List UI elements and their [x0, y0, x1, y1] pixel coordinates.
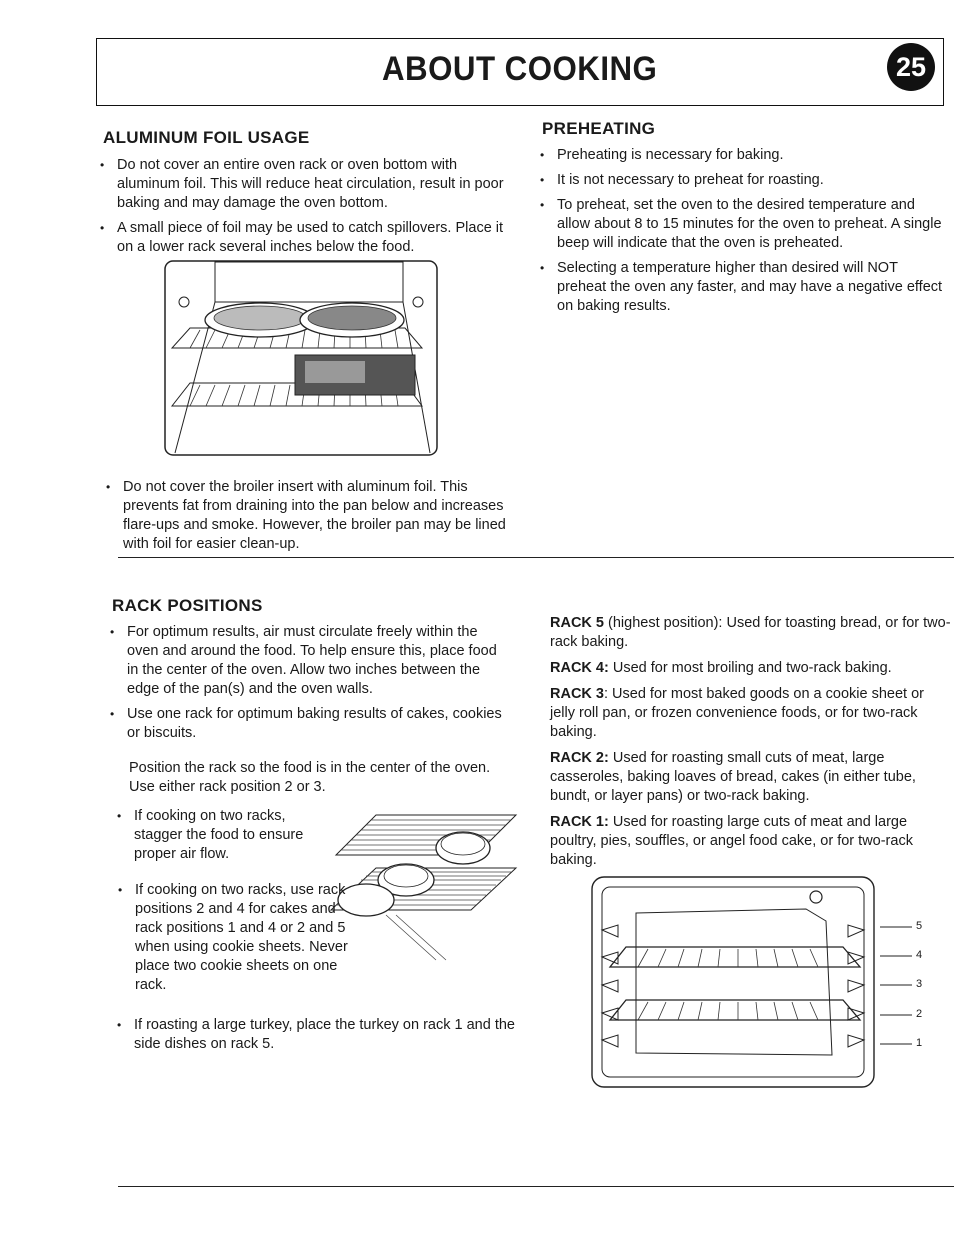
- preheating-item: • It is not necessary to preheat for roasting.: [538, 171, 950, 190]
- rack-positions-item: • For optimum results, air must circulate freely within the oven and around the food. To help ensure this, place food in the center of the oven. Allow two inches between the edge of the pan(s) and the oven walls.: [108, 623, 508, 699]
- bottom-divider: [118, 1186, 954, 1187]
- rack-number-label: 1: [916, 1037, 923, 1049]
- rack-positions-item: • Use one rack for optimum baking results of cakes, cookies or biscuits.: [108, 705, 508, 743]
- foil-list-after: [104, 478, 514, 560]
- rack-number-label: 2: [916, 1008, 923, 1020]
- preheating-item: • To preheat, set the oven to the desired temperature and allow about 8 to 15 minutes for the oven to preheat. A single beep will indicate that the oven is preheated.: [538, 196, 950, 253]
- foil-list: [98, 156, 508, 263]
- rack-positions-list: [108, 623, 508, 749]
- preheating-heading: PREHEATING: [542, 119, 656, 138]
- foil-item: • Do not cover the broiler insert with aluminum foil. This prevents fat from draining into the pan below and increases flare-ups and smoke. However, the broiler pan may be lined with foil for easier clean-up.: [104, 478, 514, 554]
- foil-item: • Do not cover an entire oven rack or oven bottom with aluminum foil. This will reduce heat circulation, result in poor baking and may damage the oven bottom.: [98, 156, 508, 213]
- two-racks-list-1: [115, 807, 325, 870]
- two-racks-item: • If cooking on two racks, use rack positions 2 and 4 for cakes and rack positions 1 and 4 or 2 and 5 when using cookie sheets. Never place two cookie sheets on one rack.: [116, 881, 348, 995]
- rack-description-1: RACK 1: Used for roasting large cuts of meat and large poultry, pies, souffles, or angel food cake, or for two-rack baking.: [550, 814, 913, 868]
- turkey-item: • If roasting a large turkey, place the turkey on rack 1 and the side dishes on rack 5.: [115, 1016, 525, 1054]
- page-title: ABOUT COOKING: [382, 50, 658, 88]
- page-number-badge: 25: [887, 43, 935, 91]
- rack-description-4: RACK 4: Used for most broiling and two-rack baking.: [550, 660, 892, 676]
- rack-positions-heading: RACK POSITIONS: [112, 596, 263, 615]
- foil-heading: ALUMINUM FOIL USAGE: [103, 128, 310, 147]
- section-divider: [118, 557, 954, 558]
- two-racks-item: • If cooking on two racks, stagger the food to ensure proper air flow.: [115, 807, 325, 864]
- rack-descriptions: [550, 614, 952, 877]
- rack-number-label: 5: [916, 920, 923, 932]
- rack-number-label: 4: [916, 949, 923, 961]
- staggered-racks-illustration: [326, 800, 520, 966]
- foil-item: • A small piece of foil may be used to catch spillovers. Place it on a lower rack several inches below the food.: [98, 219, 508, 257]
- rack-description-3: RACK 3: Used for most baked goods on a cookie sheet or jelly roll pan, or frozen convenience foods, or for two-rack baking.: [550, 686, 924, 740]
- rack-description-5: RACK 5 (highest position): Used for toasting bread, or for two-rack baking.: [550, 615, 951, 650]
- turkey-list: [115, 1016, 525, 1060]
- rack-position-note: Position the rack so the food is in the center of the oven. Use either rack position 2 or 3.: [129, 760, 491, 795]
- oven-foil-illustration: [160, 258, 442, 460]
- preheating-list: [538, 146, 950, 322]
- oven-rack-positions-illustration: [588, 875, 880, 1090]
- two-racks-list-2: [116, 881, 348, 1001]
- rack-description-2: RACK 2: Used for roasting small cuts of meat, large casseroles, baking loaves of bread, cakes (in either tube, bundt, or layer pans) or two-rack baking.: [550, 750, 916, 804]
- preheating-item: • Preheating is necessary for baking.: [538, 146, 950, 165]
- rack-number-label: 3: [916, 978, 923, 990]
- preheating-item: • Selecting a temperature higher than desired will NOT preheat the oven any faster, and may have a negative effect on baking results.: [538, 259, 950, 316]
